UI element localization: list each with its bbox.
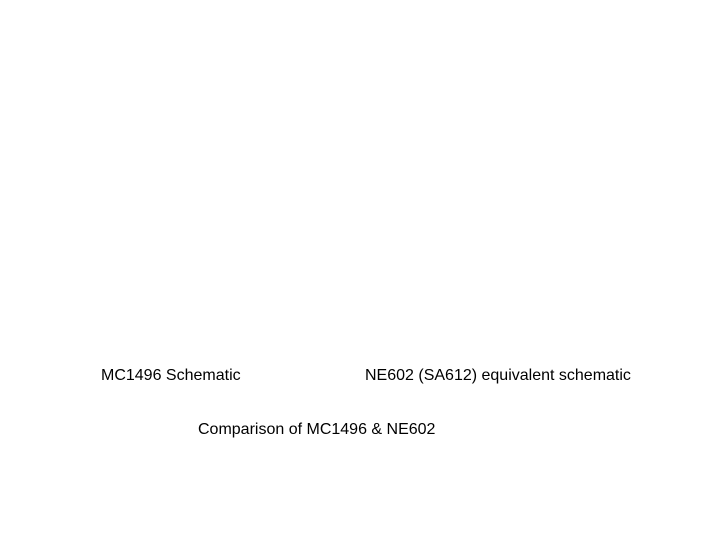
comparison-caption: Comparison of MC1496 & NE602 [198, 421, 436, 438]
ne602-schematic-caption: NE602 (SA612) equivalent schematic [365, 367, 631, 384]
mc1496-schematic-caption: MC1496 Schematic [101, 367, 241, 384]
